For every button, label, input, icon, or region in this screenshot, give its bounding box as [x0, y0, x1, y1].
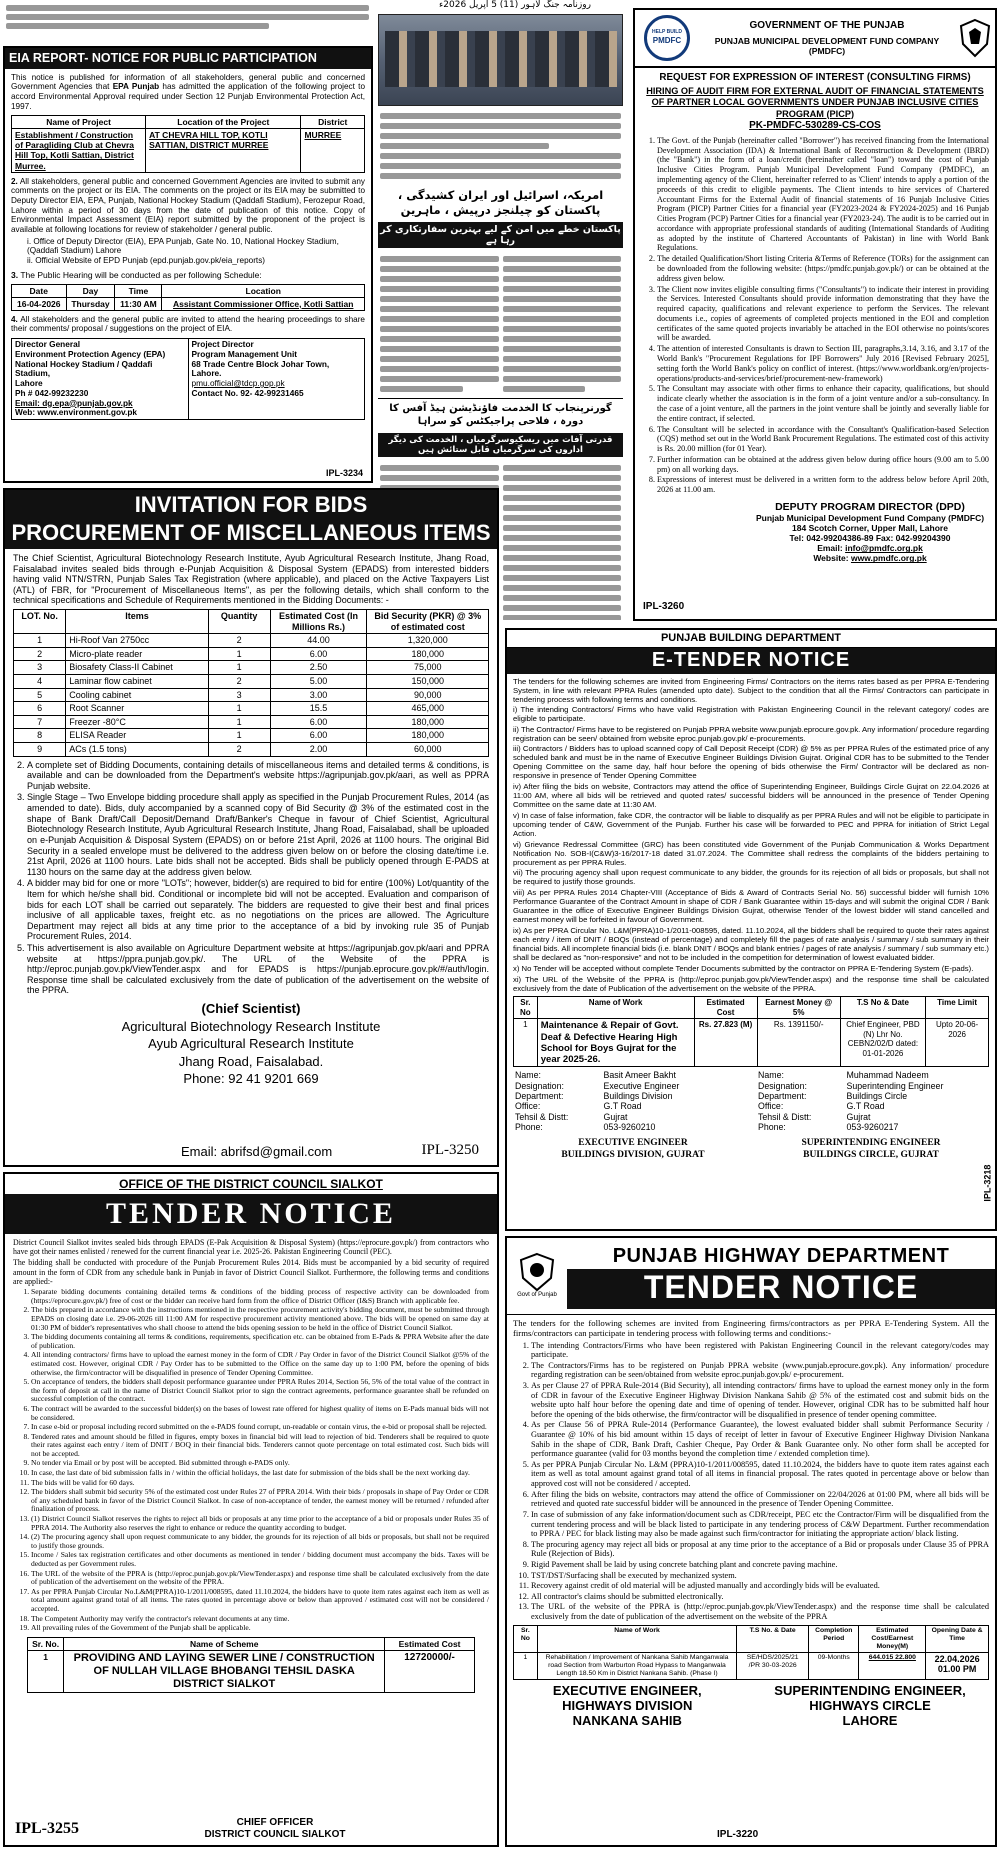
aari-cell-item: ELISA Reader — [66, 729, 209, 743]
pbd-contact-value: Gujrat — [846, 1111, 871, 1122]
pmdfc-ipl: IPL-3260 — [643, 601, 685, 613]
pbd-contact-row — [513, 1122, 746, 1132]
phd-row-sr: 1 — [514, 1652, 538, 1679]
eia-contacts — [11, 338, 365, 420]
aari-cell-lot: 4 — [14, 675, 66, 689]
aari-term: 5. This advertisement is also available on Agriculture Department website at https://agripunjab.gov.pk/aari and PPRA website at https://ppra.punjab.gov.pk/. The URL of the Website of the PPRA is http://eproc.punjab.gov.pk/ViewTender.aspx and for EPADS is https://punjab.eprocure.gov.pk/#/auth/login. Response time shall be calculated exclusively from the date of publication of the advertisement on the website of the PPRA. — [27, 943, 489, 996]
phd-ipl: IPL-3220 — [717, 1829, 759, 1841]
phd-title: TENDER NOTICE — [567, 1269, 995, 1309]
pbd-term: v) In case of false information, fake CDR, the contractor will be liable to disqualify as per PPRA Rules and will not be eligible to participate in upcoming tender of C&W, Government of the Punjab. Further his case will be forwarded to PEC and PPRA for initiation of Strict Legal Action. — [513, 810, 989, 838]
phd-row-work: Rehabilitation / Improvement of Nankana Sahib Manganwala road Section from Warburton Road Hypass to Manganwala Length 18.50 Km in District Nankana Sahib. (Phase I) — [537, 1652, 737, 1679]
pbd-term: xi) The URL of the Website of the PPRA is (http://eproc.punjab.gov.pk/ViewTender.aspx) and the response time shall be calculated exclusively from the date of Publication of the advertisement on the website of the PPRA. — [513, 974, 989, 993]
phd-term: 9. Rigid Pavement shall be laid by using concrete batching plant and concrete paving machine. — [531, 1560, 989, 1570]
aari-cell-security: 180,000 — [367, 647, 489, 661]
aari-cell-qty: 1 — [208, 702, 270, 716]
aari-items-table — [13, 609, 489, 757]
pbd-row-time: Upto 20-06-2026 — [926, 1019, 989, 1067]
aari-cell-qty: 2 — [208, 743, 270, 757]
pbd-contact-row — [513, 1091, 746, 1101]
dcs-sig-2: DISTRICT COUNCIL SIALKOT — [204, 1829, 346, 1841]
phd-work-table — [513, 1625, 989, 1680]
phd-term: 1. The intending Contractors/Firms who have been registered with Pakistan Engineering Council in the relevant category/codes may participate. — [531, 1341, 989, 1360]
aari-cell-security: 90,000 — [367, 688, 489, 702]
phd-th-cost: Estimated Cost/Earnest Money(M) — [859, 1625, 926, 1652]
pbd-contact-row — [513, 1081, 746, 1091]
dcs-title: TENDER NOTICE — [5, 1194, 497, 1233]
dcs-term: 16. The URL of the website of the PPRA is (http://eproc.punjab.gov.pk/ViewTender.aspx) and response time shall be calculated exclusively from the date of publication of the advertisement on the website of the PPRA. — [31, 1570, 489, 1587]
pmdfc-footer-l1: Punjab Municipal Development Fund Company (PMDFC) — [755, 513, 985, 524]
eia-sch-time: 11:30 AM — [115, 297, 162, 310]
aari-term: 4. A bidder may bid for one or more "LOTs"; however, bidder(s) are required to bid for entire (100%) Lot/quantity of the Item for which he/she shall bid. Conditional or incomplete bid will not be accepted. Evaluation and comparison of bids for each LOT shall be carried out separately. The bidders are requested to give their best and final prices inclusive of all applicable taxes, freight etc. as no negotiations on the prices are allowed. The Agriculture Department may reject all bids at any time prior to the acceptance of a bid by invoking rule 35 of Punjab Procurement Rules, 2014. — [27, 878, 489, 942]
pbd-dept: PUNJAB BUILDING DEPARTMENT — [507, 630, 995, 648]
pmdfc-ref: PK-PMDFC-530289-CS-COS — [749, 120, 881, 132]
dcs-intro: District Council Sialkot invites sealed bids through EPADS (E-Pak Acquisition & Disposal System) (https://eprocure.gov.pk/) from contractors who have got their names enlisted / renewed for the current financial year i.e. 2025-26. Pakistan Engineering Council (PEC). — [13, 1237, 489, 1256]
aari-cell-item: Micro-plate reader — [66, 647, 209, 661]
dcs-term: 18. The Competent Authority may verify the contractor's relevant documents at any time. — [31, 1615, 489, 1624]
news-photo — [378, 14, 623, 106]
pbd-row-earnest: Rs. 1391150/- — [757, 1019, 840, 1067]
pmdfc-item: 3. The Client now invites eligible consulting firms ("Consultants") to indicate their interest in providing the Services. Interested Consultants should provide information demonstrating that they have the required capacity, qualifications and relevant experience to perform the Services. The relevant documents i.e., copies of agreements of completed projects mentioned in the EOI and completion certificates of the same quoted projects invariably be attached in the EOI otherwise no points/scores will be awarded. — [657, 285, 989, 344]
phd-th-period: Completion Period — [809, 1625, 859, 1652]
pbd-row-ts: Chief Engineer, PBD (N) Lhr No. CEBN2/02/D dated: 01-01-2026 — [840, 1019, 926, 1067]
eia-dg-email[interactable]: Email: dg.epa@punjab.gov.pk — [15, 397, 133, 408]
aari-cell-security: 465,000 — [367, 702, 489, 716]
dcs-term: 13. (1) District Council Sialkot reserves the rights to reject all bids or proposals at any time prior to the acceptance of a bid or proposals under Rules 35 of PPRA 2014. The Authority also reserves the right to enhance or reduce the quantity according to budget. — [31, 1515, 489, 1532]
pbd-term: i) The intending Contractors/ Firms who have valid Registration with Pakistan Engineering Council in the relevant category/ codes are eligible to participate. — [513, 704, 989, 723]
dcs-terms — [13, 1288, 489, 1633]
dcs-th-scheme: Name of Scheme — [63, 1637, 384, 1650]
aari-cell-cost: 6.00 — [270, 729, 367, 743]
pmdfc-item: 7. Further information can be obtained at the address given below during office hours (9.00 am to 5.00 pm) on all working days. — [657, 455, 989, 475]
phd-row-period: 09-Months — [809, 1652, 859, 1679]
aari-cell-security: 180,000 — [367, 715, 489, 729]
eia-sch-day: Thursday — [66, 297, 115, 310]
news-headline-1: امریکہ، اسرائیل اور ایران کشیدگی ، پاکستان کو چیلنجز درپیش ، ماہرین — [397, 188, 604, 217]
aari-ipl: IPL-3250 — [421, 1142, 479, 1159]
dcs-term: 9. No tender via Email or by post will be accepted. Bid submitted through e-PADS only. — [31, 1459, 489, 1468]
pbd-th-cost: Estimated Cost — [694, 997, 757, 1019]
aari-cell-security: 180,000 — [367, 729, 489, 743]
dcs-term: 1. Separate bidding documents containing detailed terms & conditions of the bidding process of respective activity can be downloaded from (https://eprocure.gov.pk/) free of cost or the bidder can receive hard form from the office of District Officer (I&S) Branch with applicable fee. — [31, 1288, 489, 1305]
pbd-contact-row — [756, 1091, 989, 1101]
aari-terms — [13, 760, 489, 996]
aari-title-1: INVITATION FOR BIDS — [5, 490, 497, 520]
pmdfc-notice — [633, 8, 997, 621]
eia-th-name: Name of Project — [12, 116, 146, 129]
phd-term: 10. TST/DST/Surfacing shall be executed by mechanized system. — [531, 1571, 989, 1581]
aari-cell-item: Laminar flow cabinet — [66, 675, 209, 689]
eia-sch-date: 16-04-2026 — [12, 297, 67, 310]
aari-cell-qty: 1 — [208, 647, 270, 661]
phd-term: 5. As per PPRA Punjab Circular No. L&M (PPRA)10-1/2011/008595, dated 11.10.2024, the bidders have to quote item rates against each item as well as total amount against grand total of all items in financial proposal. The rates quoted in percentage above or below than approved cost will not be considered / accepted. — [531, 1460, 989, 1489]
eia-pd-email[interactable]: pmu.official@tdcp.gop.pk — [191, 378, 285, 389]
pbd-contact-label: Name: — [515, 1070, 541, 1081]
pbd-row-work: Maintenance & Repair of Govt. Deaf & Defective Hearing High School for Boys Gujrat for the year 2025-26. — [537, 1019, 694, 1067]
eia-sch-th-time: Time — [115, 284, 162, 297]
pbd-term: vi) Grievance Redressal Committee (GRC) has been constituted vide Government of the Punjab Communication & Works Department Notification No. SOB-I(C&W)3-16/2017-18 dated 31.07.2024. The Committee shall redress the complaints of the bidders pertaining to procurement as per PPRA Rules. — [513, 839, 989, 867]
aari-table-row — [14, 702, 489, 716]
pbd-row-sr: 1 — [514, 1019, 538, 1067]
aari-cell-lot: 5 — [14, 688, 66, 702]
pbd-contact-label: Office: — [758, 1101, 784, 1112]
pbd-term: iv) After filing the bids on website, Contractors may attend the office of Superintending Engineer, Buildings Circle Gujrat on 22.04.2026 at 11:00 AM, where all bids will be retrieved and quoted rates/ successful bidders will be announced in the presence of Tender Opening Committee on the same date at 11:30 AM. — [513, 782, 989, 810]
news-headline-2: گورنرپنجاب کا الخدمت فاؤنڈیشن ہیڈ آفس کا دورہ ، فلاحی پراجیکٹس کو سراہا — [378, 398, 623, 431]
phd-sig-left-3: NANKANA SAHIB — [572, 1713, 682, 1729]
aari-cell-qty: 1 — [208, 661, 270, 675]
pbd-contact-label: Designation: — [515, 1080, 564, 1091]
eia-project-district: MURREE — [301, 129, 365, 172]
dcs-term: 3. The bidding documents containing all terms & conditions, requirements, specification etc. can be obtained from E-Pads & PPRA Website after the date of publication. — [31, 1333, 489, 1350]
pmdfc-company: PUNJAB MUNICIPAL DEVELOPMENT FUND COMPANY (PMDFC) — [714, 35, 940, 56]
eia-sch-location: Assistant Commissioner Office, Kotli Sattian — [162, 297, 365, 310]
pmdfc-gov: GOVERNMENT OF THE PUNJAB — [749, 19, 905, 31]
pmdfc-footer-l2: 184 Scotch Corner, Upper Mall, Lahore — [792, 523, 948, 534]
eia-schedule-table — [11, 284, 365, 311]
aari-sig-4: Jhang Road, Faisalabad. — [178, 1053, 324, 1069]
dcs-term: 2. The bids prepared in accordance with the instructions mentioned in the respective procurement activity's bidding document, must be submitted through EPADS on closing date i.e. 29-06-2026 till 11:00 AM for respective procurement activity mentioned above. The bids will be opened on same day at 01:30 PM of bidder's representatives who shall choose to attend the bids opening session to be held in the office of District Council Sialkot. — [31, 1306, 489, 1332]
aari-cell-qty: 2 — [208, 634, 270, 648]
aari-th-qty: Quantity — [208, 609, 270, 633]
aari-cell-lot: 2 — [14, 647, 66, 661]
phd-row-ts: SE/HDS/2025/21 /PR 30-03-2026 — [737, 1652, 809, 1679]
pbd-contact-label: Department: — [758, 1090, 807, 1101]
pmdfc-footer-l3: Tel: 042-99204386-89 Fax: 042-99204390 — [789, 533, 951, 544]
phd-term: 4. As per Clause 56 of PPRA Rule-2014 (Performance Guarantee), the lowest evaluated bidder shall submit Performance Security / Guarantee @ 10% of his bid amount within 15 days of receipt of letter in favour of Executive Engineer Highway Division Nankana Sahib in the shape of CDR, Bank Draft, Cashier Cheque, Pay Order & Bank Guarantee only. No other form shall be accepted for performance guarantee (valid for 03 months beyond the completion time / extended completion time). — [531, 1420, 989, 1458]
dcs-term: 4. All intending contractors/ firms have to upload the earnest money in the form of CDR / Pay Order in favor of the District Council Sialkot @5% of the estimated cost. However, original CDR / Pay Order has to be submitted to the Office on the same day up to 1:00 PM, before the opening of bids otherwise, the firm/contractor will be disqualified in presence of Tender Opening Committee. — [31, 1351, 489, 1377]
eia-project-location: AT CHEVRA HILL TOP, KOTLI SATTIAN, DISTRICT MURREE — [146, 129, 301, 172]
aari-cell-cost: 5.00 — [270, 675, 367, 689]
pmdfc-website[interactable]: www.pmdfc.org.pk — [850, 553, 927, 564]
aari-sig-1: (Chief Scientist) — [201, 1001, 301, 1017]
pbd-intro: The tenders for the following schemes are invited from Engineering Firms/ Contractors on the items rates based as per PPRA E-Tendering System, in line with relevant PPRA Rules (amended upto date). Subject to the condition that all the Firms/ Contractors can participate in tendering process with following terms and conditions. — [513, 676, 989, 704]
phd-intro: The tenders for the following schemes are invited from Engineering firms/contractors as per PPRA E-Tendering System. All the firms/contractors can participate in tendering process with following terms and conditions:- — [513, 1318, 989, 1339]
pbd-contact-value: 053-9260210 — [603, 1122, 656, 1133]
aari-cell-item: ACs (1.5 tons) — [66, 743, 209, 757]
pbd-contact-value: 053-9260217 — [846, 1122, 899, 1133]
phd-sig-right-2: HIGHWAYS CIRCLE — [809, 1698, 931, 1714]
pbd-contact-value: Executive Engineer — [603, 1080, 680, 1091]
pbd-contact-label: Designation: — [758, 1080, 807, 1091]
aari-cell-cost: 15.5 — [270, 702, 367, 716]
aari-cell-qty: 2 — [208, 675, 270, 689]
aari-cell-item: Biosafety Class-II Cabinet — [66, 661, 209, 675]
aari-cell-item: Root Scanner — [66, 702, 209, 716]
phd-term: 12. All contractor's claims should be submitted electronically. — [531, 1592, 989, 1602]
punjab-emblem-icon — [519, 1252, 555, 1292]
aari-cell-lot: 3 — [14, 661, 66, 675]
pmdfc-item: 2. The detailed Qualification/Short listing Criteria &Terms of Reference (TORs) for the assignment can be downloaded from the following website: (https://pmdfc.punjab.gov.pk/) or can be obtained at the address given below. — [657, 254, 989, 283]
aari-cell-security: 150,000 — [367, 675, 489, 689]
dcs-row-sr: 1 — [28, 1650, 64, 1692]
phd-dept: PUNJAB HIGHWAY DEPARTMENT — [612, 1245, 950, 1268]
punjab-emblem-icon — [955, 13, 995, 63]
pbd-sig-left-2: BUILDINGS DIVISION, GUJRAT — [561, 1149, 705, 1160]
pmdfc-rfe: REQUEST FOR EXPRESSION OF INTEREST (CONSULTING FIRMS) — [659, 72, 971, 83]
aari-cell-lot: 1 — [14, 634, 66, 648]
aari-th-lot: LOT. No. — [14, 609, 66, 633]
pbd-terms — [513, 706, 989, 994]
pbd-term: ix) As per PPRA Circular No. L&M(PPRA)10-1/2011-008595, dated. 11.10.2024, all the bidders shall be required to quote their rates against each entry / item of DNIT / BOQs (instead of percentage) and completely fill the pages of rate analysis / summary / sub summary in their financial bids. All incomplete financial bids (i.e. blank DNIT / BOQs and blank entries / pages of rate analysis / summary / sub summary etc.) shall be declared as "non-responsive" and not to be included in the competition for determination of lowest evaluated bidder. — [513, 926, 989, 962]
eia-para1: This notice is published for information of all stakeholders, general public and concerned Government Agencies that EPA Punjab has admitted the application of the following project to accord Environmental Approval required under Section 12 Punjab Environmental Protection Act, 1997. — [11, 72, 365, 111]
aari-table-row — [14, 715, 489, 729]
pbd-contact-value: Buildings Circle — [846, 1090, 908, 1101]
dcs-sig-1: CHIEF OFFICER — [236, 1817, 314, 1829]
aari-table-row — [14, 647, 489, 661]
dcs-term: 11. The bids will be valid for 60 days. — [31, 1479, 489, 1488]
pmdfc-item: 1. The Govt. of the Punjab (hereinafter called "Borrower") has received financing from the International Development Association (IDA) & International Bank of Reconstruction & Development (IBRD) (the "Bank") in the form of a loan/credit (hereinafter called "loan") toward the cost of Punjab Inclusive Cities Program. Punjab Municipal Development Fund Company (PMDFC), an implementing agency of the Client, hereinafter referred to as 'Client' intends to apply a portion of the proceeds of this credit to eligible payments. The Client intends to hire services of Chartered Accountant Firms for the External Audit of financial statements of 16 Punjab Inclusive Cities Program (PICP) Partner Cities for a financial year (FY2023-2024 & FY2024-2025) and 16 Punjab Cities Program (PCP) Partner Cities for a financial year (FY2023-24). The audit is to be carried out in accordance with appropriate professional standards of auditing (International Standards of Auditing as adopted by the institute of Chartered Accountants of Pakistan) in line with World Bank Regulations. — [657, 136, 989, 253]
aari-cell-item: Hi-Roof Van 2750cc — [66, 634, 209, 648]
aari-cell-item: Freezer -80°C — [66, 715, 209, 729]
eia-project-name: Establishment / Construction of Paragliding Club at Chevra Hill Top, Kotli Sattian, District Murree. — [12, 129, 146, 172]
aari-term: 2. A complete set of Bidding Documents, containing details of miscellaneous items and detailed terms & conditions, is available and can be downloaded from the Department's website https://agripunjab.gov.pk/aari, as well as PPRA Punjab website. — [27, 760, 489, 792]
pbd-contact-right — [756, 1070, 989, 1132]
aari-th-cost: Estimated Cost (In Millions Rs.) — [270, 609, 367, 633]
eia-web[interactable]: Web: www.environment.gov.pk — [15, 407, 138, 418]
aari-sig-5: Phone: 92 41 9201 669 — [183, 1071, 319, 1087]
pbd-contact-value: Superintending Engineer — [846, 1080, 944, 1091]
aari-cell-qty: 1 — [208, 729, 270, 743]
masthead-date: روزنامہ جنگ لاہور (11) 5 اپریل 2026ء — [439, 0, 591, 10]
aari-table-row — [14, 688, 489, 702]
pmdfc-item: 4. The attention of interested Consultants is drawn to Section III, paragraphs,3.14, 3.16, and 3.17 of the World Bank's "Procurement Regulations for IPF Borrowers" July 2016 [Revised February 2025], setting forth the World Bank's policy on conflict of interest. (https://www.worldbank.org/en/projects-operations/products-and-services/brief/procurement-new-framework) — [657, 344, 989, 383]
eia-contact-pd: Project Director Program Management Unit 68 Trade Centre Block Johar Town, Lahore. pmu.official@tdcp.gop.pk Contact No. 92- 42-99231465 — [188, 338, 365, 419]
pmdfc-logo-ring: HELP BUILD — [652, 29, 682, 36]
eia-sch-th-location: Location — [162, 284, 365, 297]
aari-cell-cost: 44.00 — [270, 634, 367, 648]
aari-cell-qty: 3 — [208, 688, 270, 702]
eia-ipl: IPL-3234 — [325, 468, 363, 479]
aari-cell-lot: 7 — [14, 715, 66, 729]
dcs-office: OFFICE OF THE DISTRICT COUNCIL SIALKOT — [119, 1177, 383, 1191]
pbd-contact-left — [513, 1070, 746, 1132]
phd-row-cost: 644.015 22.800 — [859, 1652, 926, 1679]
pbd-contact-row — [756, 1122, 989, 1132]
eia-sch-th-day: Day — [66, 284, 115, 297]
pbd-sig-right-1: SUPERINTENDING ENGINEER — [801, 1138, 941, 1149]
pbd-notice — [505, 628, 997, 1231]
aari-email[interactable]: Email: abrifsd@gmail.com — [181, 1143, 333, 1159]
phd-sig-left-2: HIGHWAYS DIVISION — [562, 1698, 693, 1714]
aari-cell-lot: 9 — [14, 743, 66, 757]
pbd-contact-value: Gujrat — [603, 1111, 628, 1122]
aari-th-security: Bid Security (PKR) @ 3% of estimated cost — [367, 609, 489, 633]
pmdfc-footer-title: DEPUTY PROGRAM DIRECTOR (DPD) — [775, 500, 965, 513]
pbd-contact-label: Office: — [515, 1101, 541, 1112]
aari-title-2: PROCUREMENT OF MISCELLANEOUS ITEMS — [5, 520, 497, 549]
pbd-contact-label: Department: — [515, 1090, 564, 1101]
pbd-contact-value: G.T Road — [603, 1101, 642, 1112]
dcs-scheme-table — [27, 1637, 474, 1693]
pbd-th-sr: Sr. No — [514, 997, 538, 1019]
pbd-contact-label: Phone: — [515, 1122, 543, 1133]
pbd-contact-row — [756, 1101, 989, 1111]
pbd-sig-left-1: EXECUTIVE ENGINEER — [578, 1138, 688, 1149]
aari-cell-security: 1,320,000 — [367, 634, 489, 648]
dcs-term: 6. The contract will be awarded to the successful bidder(s) on the bases of lowest rate offered for highest quality of items on E-Pads manual bids will not be considered. — [31, 1405, 489, 1422]
dcs-th-cost: Estimated Cost — [385, 1637, 474, 1650]
pmdfc-items — [641, 136, 989, 495]
pmdfc-logo-text: PMDFC — [652, 36, 682, 46]
pbd-title: E-TENDER NOTICE — [507, 648, 995, 674]
dcs-row-scheme: PROVIDING AND LAYING SEWER LINE / CONSTRUCTION OF NULLAH VILLAGE BHOBANGI TEHSIL DASKA DISTRICT SIALKOT — [63, 1650, 384, 1692]
pbd-contact-label: Tehsil & Distt: — [758, 1111, 812, 1122]
phd-term: 7. In case of submission of any fake information/document such as CDR/receipt, PEC etc the Contractor/Firm will be disqualified from the current tendering process and will be black listed to participate in any tendering process of C&W Department. Further recommendation to PPRA / PEC for black listing may also be made against such firm/contractor for initiating the appropriate action/ black listing. — [531, 1510, 989, 1539]
phd-logo — [507, 1238, 567, 1314]
pbd-term: iii) Contractors / Bidders has to upload scanned copy of Call Deposit Receipt (CDR) @ 5% as per PPRA Rules of the estimated price of any scheduled bank and must be in the name of Executive Engineer Buildings Division Gujrat. Original CDR has to be submitted to the Tender Opening Committee on the same day, half hour before the opening of bids otherwise the Firm/ Contractor will be declared as non-responsive in presence of Tender Opening Committee — [513, 744, 989, 781]
pmdfc-logo — [635, 11, 699, 65]
pbd-contact-row — [513, 1101, 746, 1111]
pbd-contact-value: Basit Ameer Bakht — [603, 1070, 676, 1081]
eia-title: EIA REPORT- NOTICE FOR PUBLIC PARTICIPATION — [5, 48, 371, 69]
eia-notice — [3, 46, 373, 483]
pmdfc-email-label: Email: — [817, 543, 843, 554]
dcs-ipl: IPL-3255 — [15, 1820, 79, 1838]
pbd-work-table — [513, 996, 989, 1067]
aari-term: 3. Single Stage – Two Envelope bidding procedure shall apply as specified in the Punjab Procurement Rules, 2014 (as amended to date). Bids, duly accompanied by a scanned copy of Bid Security @ 3% of the estimated cost in the shape of Bank Draft/Call Deposit/Demand Draft/Banker's Cheque in favour of Chief Scientist, Agricultural Biotechnology Research Institute, Ayub Agricultural Research Institute, Jhang Road, Faisalabad, shall be uploaded on e-Punjab Acquisition & Disposal System (EPADS) on or before 21st April, 2026 at 1100 hours. The original Bid Security in a sealed envelope must be delivered to the address given below on or before the closing date/time i.e. 21st April, 2026 at 1100 hours. Late bids shall not be accepted. Bids shall be publicly opened through E-PADS at 1130 hours on the same day at the address given below. — [27, 792, 489, 877]
aari-cell-lot: 8 — [14, 729, 66, 743]
aari-cell-security: 75,000 — [367, 661, 489, 675]
dcs-term: 15. Income / Sales tax registration certificates and other documents as mentioned in tender / bidding document must accompany the bids. Taxes will be deducted as per Government rules. — [31, 1551, 489, 1568]
pbd-contact-value: Buildings Division — [603, 1090, 673, 1101]
aari-table-row — [14, 634, 489, 648]
dcs-term: 12. The bidders shall submit bid security 5% of the estimated cost under Rules 27 of PPRA 2014. With their bids / proposals in shape of Pay Order or CDR of any scheduled bank in favor of the District Council Sialkot. In case of non-acceptance of tender, the earnest money will be returned / refunded after finalization of process. — [31, 1488, 489, 1514]
phd-terms — [513, 1341, 989, 1622]
eia-point2: 2. All stakeholders, general public and concerned Government Agencies are invited to submit any comments on the project or its EIA. The comments on the project or its EIA may be submitted to Deputy Director EIA, EPA, Punjab, National Hockey Stadium (Qaddafi Stadium), Ferozepur Road, Lahore within a period of 30 days from the date of publication of this notice. Copy of Environmental Impact Assessment (EIA) report submitted by the proponent of the project is available at following locations for review of stakeholder / general public. — [11, 176, 366, 234]
phd-sig-right-3: LAHORE — [842, 1713, 898, 1729]
aari-cell-cost: 3.00 — [270, 688, 367, 702]
phd-th-ts: T.S No. & Date — [737, 1625, 809, 1652]
aari-cell-cost: 2.50 — [270, 661, 367, 675]
masthead-urdu-left — [0, 2, 375, 42]
phd-th-sr: Sr. No — [514, 1625, 538, 1652]
dcs-term: 5. On acceptance of tenders, the bidders shall deposit performance guarantee under PPRA Rules 2014, Section 56, 5% of the total value of the contract in the form of deposit at call in the name of District Council Sialkot prior to sign the contract agreements, performance guarantee shall be refunded on successful completion of the contract. — [31, 1378, 489, 1404]
pbd-row-cost: Rs. 27.823 (M) — [694, 1019, 757, 1067]
pmdfc-item: 8. Expressions of interest must be delivered in a written form to the address below before April 20th, 2026 at 11.00 am. — [657, 475, 989, 495]
aari-cell-item: Cooling cabinet — [66, 688, 209, 702]
pbd-th-ts: T.S No & Date — [840, 997, 926, 1019]
pbd-term: vii) The procuring agency shall upon request communicate to any bidder, the grounds for its rejection of all bids or proposals, but shall not be required to justify those grounds. — [513, 868, 989, 887]
phd-notice — [505, 1236, 997, 1847]
aari-cell-cost: 2.00 — [270, 743, 367, 757]
phd-term: 11. Recovery against credit of old material will be adjusted manually and accordingly bids will be evaluated. — [531, 1581, 989, 1591]
eia-location-ii: ii. Official Website of EPD Punjab (epd.punjab.gov.pk/eia_reports) — [27, 255, 266, 265]
pbd-term: x) No Tender will be accepted without complete Tender Documents submitted by the contractor on PPRA E-Tendering System (E-pads). — [513, 963, 974, 973]
eia-th-district: District — [301, 116, 365, 129]
phd-logo-text: Govt of Punjab — [517, 1292, 557, 1299]
pbd-th-time: Time Limit — [926, 997, 989, 1019]
eia-th-location: Location of the Project — [146, 116, 301, 129]
pbd-th-earnest: Earnest Money @ 5% — [757, 997, 840, 1019]
phd-th-opening: Opening Date & Time — [926, 1625, 989, 1652]
pbd-ipl: IPL-3218 — [982, 1165, 993, 1203]
pbd-contact-row — [756, 1112, 989, 1122]
pbd-contact-row — [756, 1070, 989, 1080]
phd-row-opening: 22.04.2026 01.00 PM — [926, 1652, 989, 1679]
dcs-term: 8. Tendered rates and amount should be filled in figures, empty boxes in financial bid will lead to rejection of bid. Tenderers shall be required to quote their rates against each entry / item of DNIT / BOQ in their financial bids. Tenderers cannot quote percentage on total estimated cost. Such bids will not be accepted. — [31, 1433, 489, 1459]
pbd-contact-row — [756, 1081, 989, 1091]
pbd-contact-row — [513, 1070, 746, 1080]
pbd-contact-label: Tehsil & Distt: — [515, 1111, 569, 1122]
dcs-term: 10. In case, the last date of bid submission falls in / within the official holidays, the last date for submission of the bids shall be the next working day. — [31, 1469, 489, 1478]
dcs-th-sr: Sr. No. — [28, 1637, 64, 1650]
aari-cell-lot: 6 — [14, 702, 66, 716]
news-subhead-2: قدرتی آفات میں ریسکیوسرگرمیاں ، الخدمت کی دیگر اداروں کی سرگرمیاں قابل ستائش ہیں — [378, 433, 623, 457]
aari-th-items: Items — [66, 609, 209, 633]
aari-cell-qty: 1 — [208, 715, 270, 729]
aari-table-row — [14, 729, 489, 743]
news-subhead-1: پاکستان خطے میں امن کے لیے بہترین سفارتکاری کر رہا ہے — [378, 222, 623, 248]
dcs-term: 7. In case e-bid or proposal including record submitted on the e-PADS found corrupt, un-readable or contain virus, the e-bid or proposal shall be rejected. — [31, 1423, 489, 1432]
dcs-term: 14. (2) The procuring agency shall upon request communicate to any bidder, the grounds for its rejection of all bids or proposals, but shall not be required to justify those grounds. — [31, 1533, 489, 1550]
phd-term: 3. As per Clause 27 of PPRA Rule-2014 (Bid Security), all intending contractors/ firms have to upload the earnest money only in the form of CDR in favour of the Executive Engineer Highway Division Nankana Sahib @ 5% of the estimated cost and submit bids on the website upto half hour before the opening date and time of opening of tender. However, original CDR has to be submitted half hour before the opening of the bids otherwise, the firm/contractor will be disqualified in presence of tender opening committee. — [531, 1381, 989, 1419]
aari-sig-3: Ayub Agricultural Research Institute — [148, 1036, 354, 1052]
pmdfc-item: 6. The Consultant will be selected in accordance with the Consultant's Qualification-based Selection (CQS) method set out in the World Bank Procurement Regulations. The estimated cost of this activity is Rs. 20.00 million (for 01 Year). — [657, 425, 989, 454]
aari-cell-security: 60,000 — [367, 743, 489, 757]
aari-cell-cost: 6.00 — [270, 715, 367, 729]
aari-intro: The Chief Scientist, Agricultural Biotechnology Research Institute, Ayub Agricultural Research Institute, Jhang Road, Faisalabad invites sealed bids through e-Punjab Acquisition & Disposal System (EPADS) from interested bidders having valid NTN/STRN, Punjab Sales Tax Registration (where applicable), and placed on the Active Taxpayers List (ATL) of FBR, for "Procurement of Miscellaneous Items", as per the following details, which shall conform to the technical specifications and Schedule of Requirements mentioned in the Bidding Documents: - — [13, 552, 489, 606]
pbd-contact-row — [513, 1112, 746, 1122]
dcs-row-cost: 12720000/- — [385, 1650, 474, 1692]
pmdfc-email[interactable]: info@pmdfc.org.pk — [845, 543, 923, 554]
aari-sig-2: Agricultural Biotechnology Research Institute — [121, 1018, 381, 1034]
eia-point3: 3. The Public Hearing will be conducted as per following Schedule: — [11, 269, 262, 280]
dcs-term: 19. All prevailing rules of the Government of the Punjab shall be applicable. — [31, 1624, 489, 1633]
phd-sig-left-1: EXECUTIVE ENGINEER, — [552, 1682, 702, 1698]
phd-term: 8. The procuring agency may reject all bids or proposal at any time prior to the acceptance of a Bid or proposals under Clause 35 of PPRA Rule (Rejection of Bids). — [531, 1540, 989, 1559]
aari-table-row — [14, 675, 489, 689]
pbd-contact-value: G.T Road — [846, 1101, 885, 1112]
pmdfc-item: 5. The Consultant may associate with other firms to enhance their capacity, qualifications, but should indicate clearly whether the association is in the form of a joint venture and/or a sub-consultancy. In the case of a joint venture, all the partners in the joint venture shall be jointly and severally liable for the entire contract, if selected. — [657, 384, 989, 423]
eia-point4: 4. All stakeholders and the general public are invited to attend the hearing proceedings to share their comments/ proposal / suggestions on the project of EIA. — [11, 314, 365, 334]
aari-cell-cost: 6.00 — [270, 647, 367, 661]
pmdfc-web-label: Website: — [813, 553, 849, 564]
pbd-sig-right-2: BUILDINGS CIRCLE, GUJRAT — [803, 1149, 939, 1160]
pbd-contact-value: Muhammad Nadeem — [846, 1070, 929, 1081]
phd-term: 13. The URL of the website of the PPRA is (http://eproc.punjab.gov.pk/ViewTender.aspx) and the response time shall be calculated exclusively from the date of publication of the advertisement on the website of the PPRA — [531, 1602, 989, 1621]
dcs-term: 17. As per PPRA Punjab Circular No.L&M(PPRA)10-1/2011/008595, dated 11.10.2024, the bidders have to quote item rates against each item as well as total amount against grand total of all items. The rates quoted in percentage above or below than approved / estimated cost will not be considered / accepted. — [31, 1588, 489, 1614]
pbd-term: ii) The Contractor/ Firms have to be registered on Punjab PPRA website www.punjab.eprocure.gov.pk. Any information/ procedure regarding registration can be seen/ obtained from website eproc.punjab.gov.pk/ e-procurements. — [513, 724, 989, 743]
dcs-intro-2: The bidding shall be conducted with procedure of the Punjab Procurement Rules 2014. Bids must be accompanied by a bid security of required amount in the form of CDR from any schedule bank in Punjab in favor of District Council Sialkot. Furthermore, the following terms and conditions are applied:- — [13, 1258, 489, 1286]
pbd-contact-label: Name: — [758, 1070, 784, 1081]
pbd-th-work: Name of Work — [537, 997, 694, 1019]
pbd-contact-label: Phone: — [758, 1122, 786, 1133]
phd-th-work: Name of Work — [537, 1625, 737, 1652]
pbd-term: viii) As per PPRA Rules 2014 Chapter-VIII (Acceptance of Bids & Award of Contracts Serial No. 56) successful bidder will furnish 10% Performance Guarantee of the Contract Amount in shape of CDR / Bank Guarantee within 15-days and will submit the original CDR / Bank Guarantee in the office of Executive Engineer Buildings Division Gujrat, otherwise Tender of the lowest bidder will stand cancelled and earnest money will be forfeited in favour of Government. — [513, 888, 989, 925]
eia-contact-dg: Director General Environment Protection Agency (EPA) National Hockey Stadium / Qaddafi Stadium, Lahore Ph # 042-99232230 Email: dg.epa@punjab.gov.pk Web: www.environment.gov.pk — [12, 338, 189, 419]
pmdfc-hiring: HIRING OF AUDIT FIRM FOR EXTERNAL AUDIT OF FINANCIAL STATEMENTS OF PARTNER LOCAL GOVERNMENTS UNDER PUNJAB INCLUSIVE CITIES PROGRAM (PICP) — [646, 85, 984, 119]
aari-notice — [3, 488, 499, 1167]
dcs-notice — [3, 1172, 499, 1847]
aari-table-row — [14, 743, 489, 757]
aari-table-row — [14, 661, 489, 675]
phd-sig-right-1: SUPERINTENDING ENGINEER, — [774, 1682, 966, 1698]
eia-sch-th-date: Date — [12, 284, 67, 297]
phd-term: 6. After filing the bids on website, contractors may attend the office of Commissioner on 22/04/2026 at 01:00 PM, where all bids will be retrieved and quoted rate successful bidder will be announced in the presence of Tender Opening Committee. — [531, 1490, 989, 1509]
eia-project-table — [11, 115, 365, 172]
eia-location-i: i. Office of Deputy Director (EIA), EPA Punjab, Gate No. 10, National Hockey Stadium, (Qaddafi Stadium) Lahore — [27, 236, 339, 256]
phd-term: 2. The Contractors/Firms has to be registered on Punjab PPRA website (www.punjab.eprocure.gov.pk). Any information/ procedure regarding registration can be seen/obtained from website eproc.punjab.gov.pk/ e-procurement. — [531, 1361, 989, 1380]
